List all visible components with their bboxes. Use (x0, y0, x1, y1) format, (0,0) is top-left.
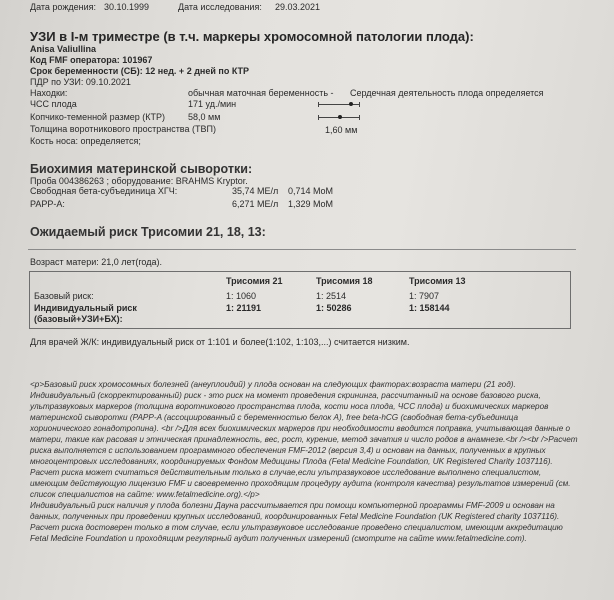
cardiac-activity: Сердечная деятельность плода определяется (350, 88, 544, 98)
footnote-line: Расчет риска достоверен только в том случае, если ультразвуковое исследование проведено специалистом, имеющим аккредитацию (30, 523, 563, 532)
footnote-line: данных, полученных при проведении крупных исследований, координированных Fetal Medicine Foundation (UK Registered charity 1037116). (30, 512, 560, 521)
biochemistry-title: Биохимия материнской сыворотки: (30, 162, 253, 176)
individual-risk-sublabel: (базовый+УЗИ+БХ): (34, 314, 123, 324)
base-risk-t21: 1: 1060 (226, 291, 257, 301)
footnote-line: Индивидуальный (скорректированный) риск - это риск на момент проведения скрининга, рассчитанный на основе базового риска, (30, 391, 541, 400)
base-risk-t18: 1: 2514 (316, 291, 347, 301)
exam-date-label: Дата исследования: (178, 2, 262, 12)
footnote-line: материнской сыворотки (PAPP-A (ассоциированный с беременностью белок А), free beta-hCG (свободная бета-субъединица (30, 413, 518, 422)
heart-rate-value: 171 уд./мин (188, 99, 237, 109)
individual-risk-t18: 1: 50286 (316, 303, 352, 313)
individual-risk-t13: 1: 158144 (409, 303, 450, 313)
footnote-line: Fetal Medicine Foundation и проходящим регулярный аудит полученных измерений (смотрите на сайте www.fetalmedicine.com). (30, 534, 527, 543)
sample-info: Проба 004386263 ; оборудование: BRAHMS Kryptor. (30, 176, 248, 186)
low-risk-note: Для врачей Ж/К: индивидуальный риск от 1:101 и более(1:102, 1:103,...) считается низким. (30, 337, 410, 347)
footnote-line: Расчет риска может считаться действительным только в случае,если ультразвуковое исследование выполнено специалистом, (30, 468, 542, 477)
individual-risk-label: Индивидуальный риск (34, 303, 137, 313)
base-risk-label: Базовый риск: (34, 291, 94, 301)
exam-date-value: 29.03.2021 (275, 2, 321, 12)
findings-label: Находки: (30, 88, 68, 98)
footnote-line: <p>Базовый риск хромосомных болезней (анеуплоидий) у плода основан на следующих факторах:возраста матери (21 год). (30, 380, 516, 389)
papp-mom: 1,329 MoM (288, 199, 334, 209)
hcg-value: 35,74 МЕ/л (232, 186, 279, 196)
hcg-label: Свободная бета-субъединица ХГЧ: (30, 186, 178, 196)
birth-date-value: 30.10.1999 (104, 2, 150, 12)
column-trisomy-21: Трисомия 21 (226, 276, 283, 286)
footnote-line: ультразвуковых маркеров (толщина воротникового пространства плода, кости носа плода, ЧСС плода) и биохимических маркеров (30, 402, 549, 411)
individual-risk-t21: 1: 21191 (226, 303, 262, 313)
fmf-operator-code: Код FMF оператора: 101967 (30, 55, 153, 65)
heart-rate-marker (349, 102, 353, 106)
papp-value: 6,271 МЕ/л (232, 199, 279, 209)
nt-value: 1,60 мм (325, 125, 358, 135)
base-risk-t13: 1: 7907 (409, 291, 440, 301)
nt-label: Толщина воротникового пространства (ТВП) (30, 124, 216, 134)
crl-value: 58,0 мм (188, 112, 221, 122)
due-date: ПДР по УЗИ: 09.10.2021 (30, 77, 131, 87)
footnote-line: риска выполняется с использованием программного обеспечения FMF-2012 (версия 3,4) и основан на данных, полученных в крупных (30, 446, 546, 455)
footnote-line: имеющим действующую лицензию FMF и своевременно проходящим процедуру аудита (контроля качества) результатов измерений (см. (30, 479, 571, 488)
crl-marker (338, 115, 342, 119)
pregnancy-term: Срок беременности (СБ): 12 нед. + 2 дней по КТР (30, 66, 250, 76)
ultrasound-title: УЗИ в I-м триместре (в т.ч. маркеры хромосомной патологии плода): (30, 29, 474, 44)
footnote-line: список специалистов на сайте: www.fetalmedicine.org).</p> (30, 490, 260, 499)
column-trisomy-13: Трисомия 13 (409, 276, 466, 286)
divider (28, 249, 576, 250)
findings-value: обычная маточная беременность - (188, 88, 334, 98)
crl-label: Копчико-теменной размер (КТР) (30, 112, 166, 122)
footnote-line: Индивидуальный риск наличия у плода болезни Дауна рассчитывается при помощи компьютерной программы FMF-2009 и основан на (30, 501, 555, 510)
maternal-age: Возраст матери: 21,0 лет(года). (30, 257, 162, 267)
papp-label: PAPP-A: (30, 199, 65, 209)
heart-rate-scale (318, 104, 360, 105)
hcg-mom: 0,714 MoM (288, 186, 334, 196)
heart-rate-label: ЧСС плода (30, 99, 77, 109)
footnote-line: хорионического гонадотропина). <br />Для всех биохимических маркеров при необходимости вводится поправка, учитывающая данные о (30, 424, 571, 433)
footnote-line: многоцентровых исследованиях, координируемых Фондом Медицины Плода (Fetal Medicine Foundation, UK Registered Charity 1037116). (30, 457, 553, 466)
risk-title: Ожидаемый риск Трисомии 21, 18, 13: (30, 225, 266, 239)
patient-name: Anisa Valiullina (30, 44, 97, 54)
footnote-line: матери, такие как расовая и этническая принадлежность, вес, рост, курение, метод зачатия и число родов в анамнезе.<br /><br />Расчет (30, 435, 578, 444)
nasal-bone: Кость носа: определяется; (30, 136, 141, 146)
column-trisomy-18: Трисомия 18 (316, 276, 373, 286)
birth-date-label: Дата рождения: (30, 2, 96, 12)
